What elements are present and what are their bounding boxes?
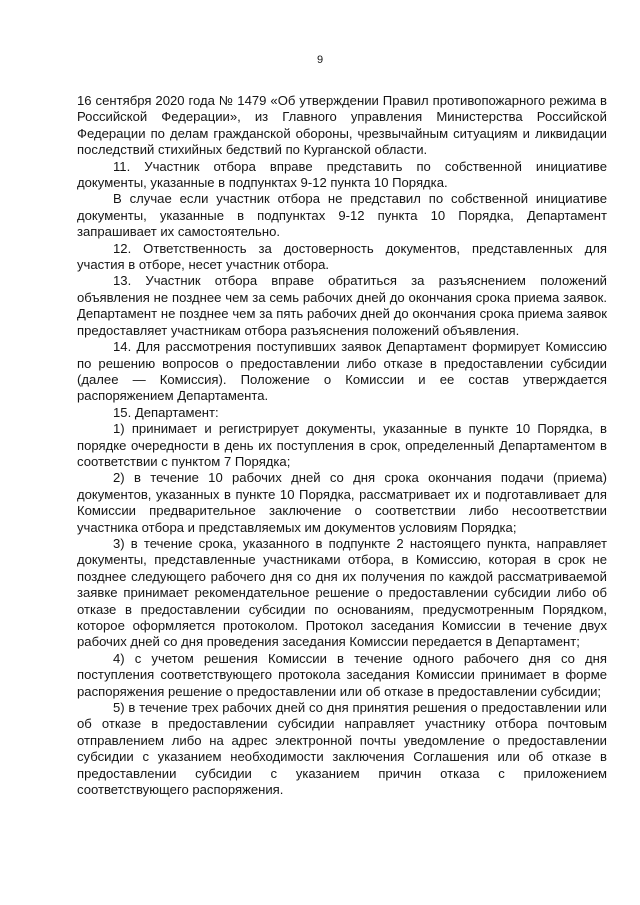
paragraph-clause-14: 14. Для рассмотрения поступивших заявок Департамент формирует Комиссию по решению вопросов о предоставлении либо отказе в предоставлении субсидии (далее — Комиссия). Положение о Комиссии и ее состав утверждается распоряжением Департамента. [77,339,607,404]
paragraph-subclause-3: 3) в течение срока, указанного в подпункте 2 настоящего пункта, направляет документы, представленные участниками отбора, в Комиссию, которая в срок не позднее следующего рабочего дня со дня их получения по каждой рассматриваемой заявке принимает рекомендательное решение о предоставлении субсидии либо об отказе в предоставлении субсидии по основаниям, предусмотренным Порядком, которое оформляется протоколом. Протокол заседания Комиссии в течение двух рабочих дней со дня проведения заседания Комиссии передается в Департамент; [77,535,607,650]
paragraph-continuation: 16 сентября 2020 года № 1479 «Об утверждении Правил противопожарного режима в Российской Федерации», из Главного управления Министерства Российской Федерации по делам гражданской обороны, чрезвычайным ситуациям и ликвидации последствий стихийных бедствий по Курганской области. [77,93,607,158]
paragraph-clause-11-note: В случае если участник отбора не представил по собственной инициативе документы, указанные в подпунктах 9-12 пункта 10 Порядка, Департамент запрашивает их самостоятельно. [77,191,607,240]
paragraph-clause-11: 11. Участник отбора вправе представить по собственной инициативе документы, указанные в подпунктах 9-12 пункта 10 Порядка. [77,158,607,191]
paragraph-subclause-4: 4) с учетом решения Комиссии в течение одного рабочего дня со дня поступления соответствующего протокола заседания Комиссии принимает в форме распоряжения решение о предоставлении или об отказе в предоставлении субсидии; [77,650,607,699]
page-number: 9 [316,54,324,66]
paragraph-subclause-5: 5) в течение трех рабочих дней со дня принятия решения о предоставлении или об отказе в предоставлении субсидии направляет участнику отбора почтовым отправлением либо на адрес электронной почты уведомление о предоставлении субсидии с указанием необходимости заключения Соглашения или об отказе в предоставлении субсидии с указанием причин отказа с приложением соответствующего распоряжения. [77,700,607,798]
paragraph-clause-15: 15. Департамент: [113,404,219,420]
paragraph-subclause-1: 1) принимает и регистрирует документы, указанные в пункте 10 Порядка, в порядке очередности в день их поступления в срок, определенный Департаментом в соответствии с пунктом 7 Порядка; [77,421,607,469]
document-body [77,93,607,798]
paragraph-clause-13: 13. Участник отбора вправе обратиться за разъяснением положений объявления не позднее чем за семь рабочих дней до окончания срока приема заявок. Департамент не позднее чем за пять рабочих дней до окончания срока приема заявок предоставляет участникам отбора разъяснения положений объявления. [77,273,607,338]
paragraph-clause-12: 12. Ответственность за достоверность документов, представленных для участия в отборе, несет участник отбора. [77,240,607,273]
paragraph-subclause-2: 2) в течение 10 рабочих дней со дня срока окончания подачи (приема) документов, указанных в пункте 10 Порядка, рассматривает их и подготавливает для Комиссии предварительное заключение о соответствии либо несоответствии участника отбора и представляемых им документов условиям Порядка; [77,470,607,535]
